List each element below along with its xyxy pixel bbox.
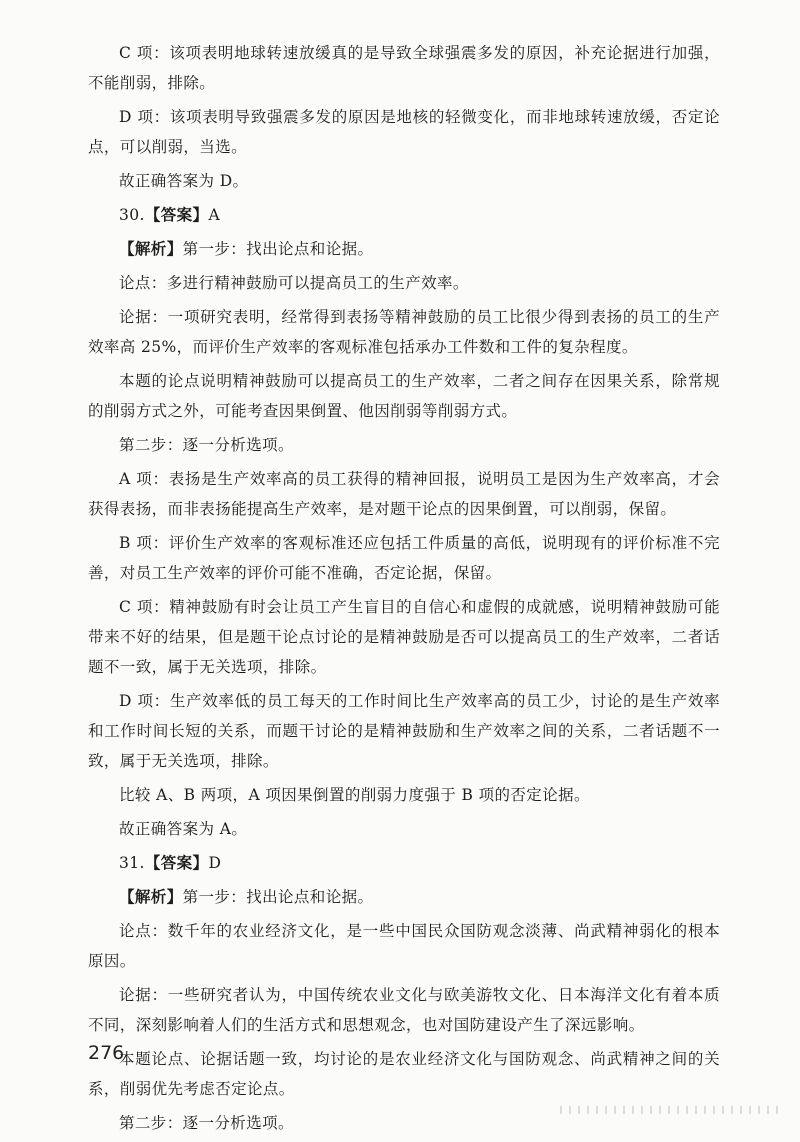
argument-summary-q31: 本题论点、论据话题一致，均讨论的是农业经济文化与国防观念、尚武精神之间的关系，削弱优先考虑否定论点。 — [88, 1050, 720, 1098]
answer-heading-q31 — [88, 848, 720, 878]
page-content — [88, 38, 720, 1142]
question-number: 31. — [119, 854, 145, 872]
option-c-analysis-q30: C 项：精神鼓励有时会让员工产生盲目的自信心和虚假的成就感，说明精神鼓励可能带来不好的结果，但是题干论点讨论的是精神鼓励是否可以提高员工的生产效率，二者话题不一致，属于无关选项，排除。 — [88, 598, 720, 676]
option-a-analysis-q30: A 项：表扬是生产效率高的员工获得的精神回报，说明员工是因为生产效率高，才会获得表扬，而非表扬能提高生产效率，是对题干论点的因果倒置，可以削弱，保留。 — [88, 470, 720, 518]
comparison-q30: 比较 A、B 两项，A 项因果倒置的削弱力度强于 B 项的否定论据。 — [119, 786, 590, 804]
argument-point-q31: 论点：数千年的农业经济文化，是一些中国民众国防观念淡薄、尚武精神弱化的根本原因。 — [88, 922, 720, 970]
answer-label: 【答案】 — [144, 853, 209, 872]
analysis-heading-q30 — [88, 234, 720, 264]
analysis-step-text: 第一步：找出论点和论据。 — [182, 240, 374, 258]
answer-label: 【答案】 — [144, 205, 209, 224]
analysis-label: 【解析】 — [119, 239, 183, 258]
analysis-heading-q31 — [88, 882, 720, 912]
argument-evidence-q30: 论据：一项研究表明，经常得到表扬等精神鼓励的员工比很少得到表扬的员工的生产效率高 25%，而评价生产效率的客观标准包括承办工件数和工件的复杂程度。 — [88, 308, 720, 356]
scan-artifact — [560, 1106, 780, 1114]
answer-conclusion-q30: 故正确答案为 A。 — [119, 820, 248, 838]
answer-conclusion-q29: 故正确答案为 D。 — [119, 172, 249, 190]
option-d-analysis-q29: D 项：该项表明导致强震多发的原因是地核的轻微变化，而非地球转速放缓，否定论点，可以削弱，当选。 — [88, 108, 720, 156]
option-c-analysis-q29: C 项：该项表明地球转速放缓真的是导致全球强震多发的原因，补充论据进行加强，不能削弱，排除。 — [88, 44, 720, 92]
argument-summary-q30: 本题的论点说明精神鼓励可以提高员工的生产效率，二者之间存在因果关系，除常规的削弱方式之外，可能考查因果倒置、他因削弱等削弱方式。 — [88, 372, 720, 420]
step-two-q31: 第二步：逐一分析选项。 — [119, 1114, 294, 1132]
analysis-label: 【解析】 — [119, 887, 183, 906]
answer-heading-q30 — [88, 200, 720, 230]
argument-evidence-q31: 论据：一些研究者认为，中国传统农业文化与欧美游牧文化、日本海洋文化有着本质不同，深刻影响着人们的生活方式和思想观念，也对国防建设产生了深远影响。 — [88, 986, 720, 1034]
page-number: 276 — [88, 1042, 125, 1064]
answer-value: D — [208, 854, 222, 872]
option-d-analysis-q30: D 项：生产效率低的员工每天的工作时间比生产效率高的员工少，讨论的是生产效率和工作时间长短的关系，而题干讨论的是精神鼓励和生产效率之间的关系，二者话题不一致，属于无关选项，排除。 — [88, 692, 720, 770]
step-two-q30: 第二步：逐一分析选项。 — [119, 436, 294, 454]
argument-point-q30: 论点：多进行精神鼓励可以提高员工的生产效率。 — [119, 274, 469, 292]
option-b-analysis-q30: B 项：评价生产效率的客观标准还应包括工件质量的高低，说明现有的评价标准不完善，对员工生产效率的评价可能不准确，否定论据，保留。 — [88, 534, 720, 582]
answer-value: A — [208, 206, 221, 224]
analysis-step-text: 第一步：找出论点和论据。 — [182, 888, 374, 906]
question-number: 30. — [119, 206, 145, 224]
